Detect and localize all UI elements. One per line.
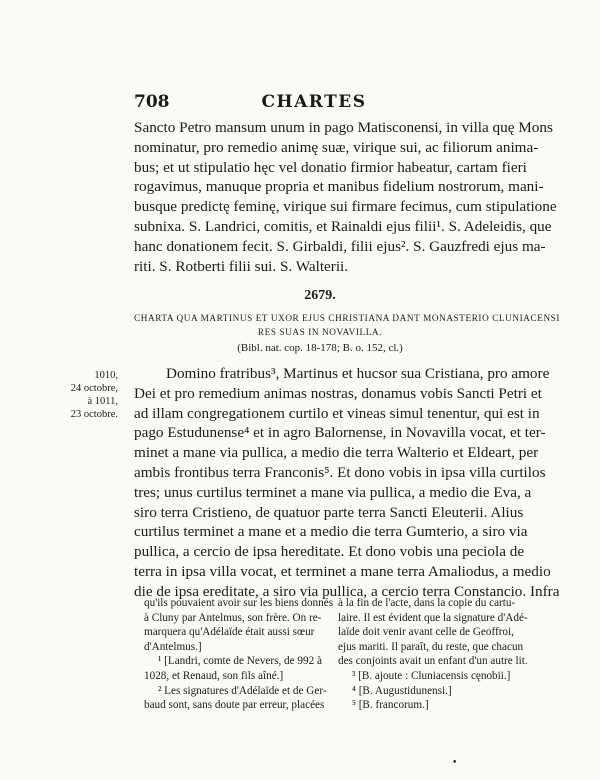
- date-line: à 1011,: [87, 396, 118, 407]
- continued-charter-text: [134, 118, 557, 276]
- footnote-line: laire. Il est évident que la signature d'Adé-: [338, 611, 528, 624]
- footnote-line: ³ [B. ajoute : Cluniacensis cęnobii.]: [352, 669, 511, 682]
- footnotes-right-column: [338, 596, 528, 713]
- stray-print-mark: •: [452, 758, 458, 768]
- text-line: curtilus terminet a mane et a medio die terra Gumterio, a siro via: [134, 523, 528, 541]
- margin-date: [60, 369, 118, 421]
- charter-number: 2679.: [304, 288, 336, 303]
- footnote-line: ¹ [Landri, comte de Nevers, de 992 à: [158, 655, 322, 668]
- footnote-line: ⁵ [B. francorum.]: [352, 699, 429, 712]
- text-line: Sancto Petro mansum unum in pago Matisconensi, in villa quę Mons: [134, 119, 553, 136]
- charter-title-line: RES SUAS IN NOVAVILLA.: [257, 327, 383, 337]
- text-line: busque predictę feminę, virique sui firmare fecimus, cum stipulatione: [134, 198, 557, 216]
- text-line: pullica, a cercio de ipsa hereditate. Et dono vobis una peciola de: [134, 543, 525, 561]
- date-line: 24 octobre,: [70, 383, 118, 394]
- text-line: ambis frontibus terra Franconis⁵. Et dono vobis in ipsa villa curtilos: [134, 463, 546, 481]
- footnote-line: ² Les signatures d'Adélaïde et de Ger-: [158, 684, 327, 697]
- footnote-line: d'Antelmus.]: [144, 640, 202, 653]
- text-line: hanc donationem fecit. S. Girbaldi, filii ejus². S. Gauzfredi ejus ma-: [134, 237, 546, 255]
- footnote-line: à Cluny par Antelmus, son frère. On re-: [144, 611, 322, 624]
- text-line: pago Estudunense⁴ et in agro Balornense, in Novavilla vocat, et ter-: [134, 424, 546, 442]
- running-head: CHARTES: [261, 92, 367, 112]
- text-line: tres; unus curtilus terminet a mane via pullica, a medio die Eva, a: [134, 483, 532, 501]
- text-line: terra in ipsa villa vocat, et terminet a mane terra Amaliodus, a medio: [134, 562, 551, 580]
- footnotes-left-column: [144, 596, 334, 713]
- text-line: rogavimus, manuque propria et manibus fidelium nostrorum, mani-: [134, 178, 544, 196]
- charter-title-line: CHARTA QUA MARTINUS ET UXOR EJUS CHRISTIANA DANT MONASTERIO CLUNIACENSI: [134, 313, 561, 323]
- footnote-line: baud sont, sans doute par erreur, placées: [144, 699, 325, 712]
- text-line: nominatur, pro remedio animę suæ, virique sui, ac filiorum anima-: [134, 138, 539, 156]
- footnote-line: ejus mariti. Il paraît, du reste, que chacun: [338, 640, 524, 653]
- date-line: 1010,: [94, 370, 118, 381]
- footnote-line: à la fin de l'acte, dans la copie du cartu-: [338, 597, 516, 609]
- source-reference: (Bibl. nat. cop. 18-178; B. o. 152, cl.): [237, 342, 403, 354]
- charter-body: [134, 364, 560, 602]
- footnote-line: qu'ils pouvaient avoir sur les biens donnés: [144, 597, 334, 609]
- footnote-line: ⁴ [B. Augustidunensi.]: [352, 684, 452, 697]
- footnote-line: marquera qu'Adélaïde était aussi sœur: [144, 626, 315, 639]
- text-line: minet a mane via pullica, a medio die terra Walterio et Eldeart, per: [134, 444, 539, 462]
- text-line: die de ipsa ereditate, a siro via pullica, a cercio terra Constancio. Infra: [134, 582, 560, 600]
- text-line: siro terra Cristieno, de quatuor parte terra Sancti Eleuterii. Alius: [134, 503, 524, 521]
- footnote-line: laïde doit venir avant celle de Geoffroi,: [338, 626, 514, 639]
- date-line: 23 octobre.: [70, 409, 118, 420]
- charter-title: [134, 311, 561, 339]
- footnote-line: 1028, et Renaud, son fils aîné.]: [144, 669, 284, 682]
- text-line: Dei et pro remedium animas nostras, donamus vobis Sancti Petri et: [134, 384, 542, 402]
- text-line: Domino fratribus³, Martinus et hucsor sua Cristiana, pro amore: [166, 365, 550, 382]
- text-line: subnixa. S. Landrici, comitis, et Rainaldi ejus filii¹. S. Adeleidis, que: [134, 217, 552, 235]
- text-line: riti. S. Rotberti filii sui. S. Walterii.: [134, 257, 349, 275]
- text-line: bus; et ut stipulatio hęc vel donatio firmior habeatur, cartam fieri: [134, 158, 527, 176]
- text-line: ad illam congregationem curtilo et vineas simul tenentur, qui est in: [134, 404, 540, 422]
- footnote-line: des conjoints avait un enfant d'un autre lit.: [338, 655, 528, 668]
- page-header: [134, 92, 494, 114]
- page-number: 708: [134, 92, 170, 112]
